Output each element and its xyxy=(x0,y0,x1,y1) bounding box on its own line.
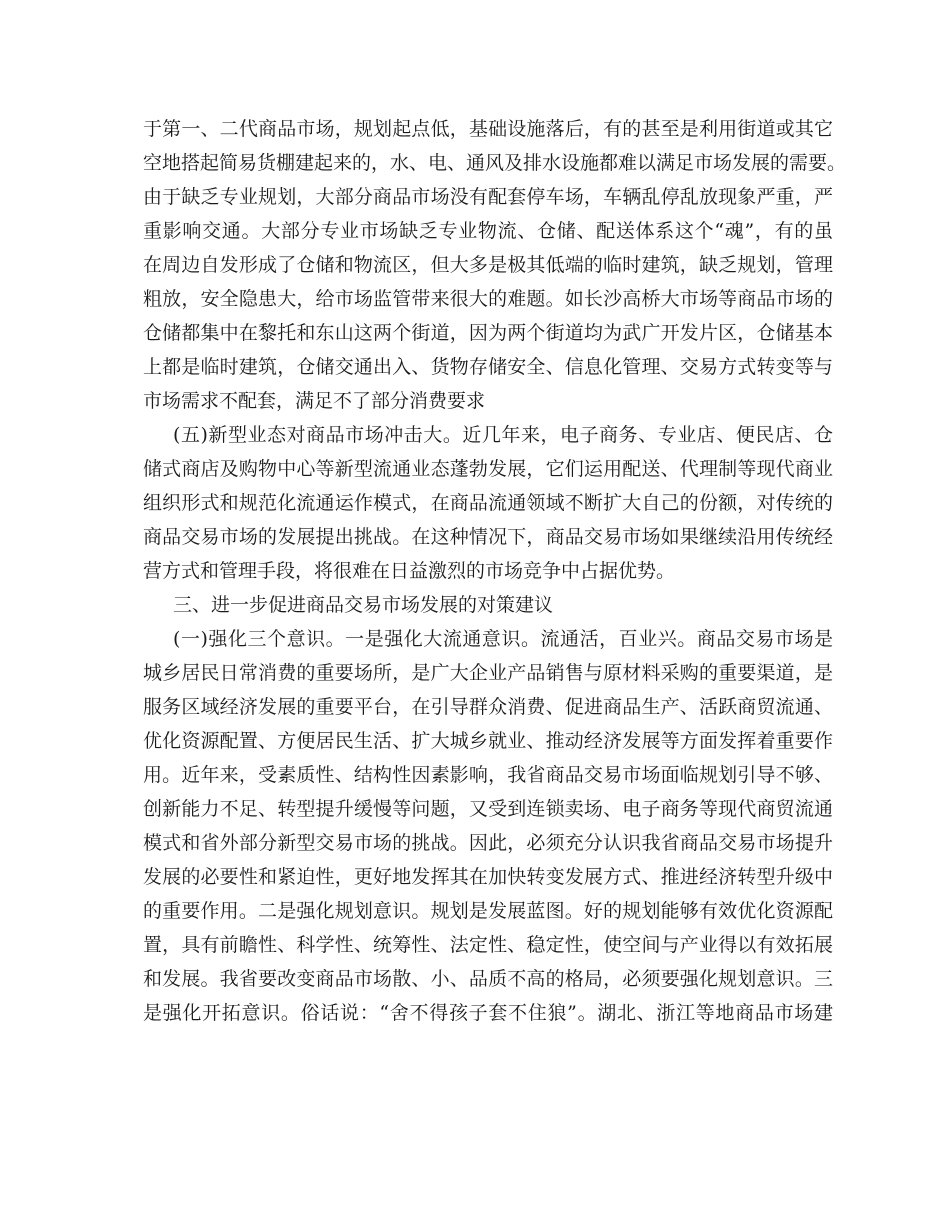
text-line: 上都是临时建筑，仓储交通出入、货物存储安全、信息化管理、交易方式转变等与 xyxy=(143,356,833,378)
text-line: 重影响交通。大部分专业市场缺乏专业物流、仓储、配送体系这个“魂”，有的虽 xyxy=(143,220,833,242)
paragraph-three-awareness xyxy=(143,622,833,1030)
text-line: 在周边自发形成了仓储和物流区，但大多是极其低端的临时建筑，缺乏规划，管理 xyxy=(143,254,833,276)
text-line: 商品交易市场的发展提出挑战。在这种情况下，商品交易市场如果继续沿用传统经 xyxy=(143,526,833,548)
text-line: 置，具有前瞻性、科学性、统筹性、法定性、稳定性，使空间与产业得以有效拓展 xyxy=(143,934,833,956)
text-line: 储式商店及购物中心等新型流通业态蓬勃发展，它们运用配送、代理制等现代商业 xyxy=(143,458,833,480)
text-line: 用。近年来，受素质性、结构性因素影响，我省商品交易市场面临规划引导不够、 xyxy=(143,764,833,786)
text-line: 市场需求不配套，满足不了部分消费要求 xyxy=(143,390,486,412)
section-title: 三、进一步促进商品交易市场发展的对策建议 xyxy=(173,594,554,616)
text-line: 服务区域经济发展的重要平台，在引导群众消费、促进商品生产、活跃商贸流通、 xyxy=(143,696,833,718)
section-heading xyxy=(143,588,833,622)
text-line: 创新能力不足、转型提升缓慢等问题，又受到连锁卖场、电子商务等现代商贸流通 xyxy=(143,798,833,820)
paragraph-new-formats xyxy=(143,418,833,588)
text-line: 于第一、二代商品市场，规划起点低，基础设施落后，有的甚至是利用街道或其它 xyxy=(143,118,833,140)
text-line: 和发展。我省要改变商品市场散、小、品质不高的格局，必须要强化规划意识。三 xyxy=(143,968,833,990)
text-line: (一)强化三个意识。一是强化大流通意识。流通活，百业兴。商品交易市场是 xyxy=(173,628,833,650)
text-line: 城乡居民日常消费的重要场所，是广大企业产品销售与原材料采购的重要渠道，是 xyxy=(143,662,833,684)
text-line: 发展的必要性和紧迫性，更好地发挥其在加快转变发展方式、推进经济转型升级中 xyxy=(143,866,833,888)
text-line: (五)新型业态对商品市场冲击大。近几年来，电子商务、专业店、便民店、仓 xyxy=(173,424,833,446)
text-line: 的重要作用。二是强化规划意识。规划是发展蓝图。好的规划能够有效优化资源配 xyxy=(143,900,833,922)
text-line: 组织形式和规范化流通运作模式，在商品流通领域不断扩大自己的份额，对传统的 xyxy=(143,492,833,514)
text-line: 营方式和管理手段，将很难在日益激烈的市场竞争中占据优势。 xyxy=(143,560,676,582)
paragraph-warehousing xyxy=(143,112,847,418)
text-line: 是强化开拓意识。俗话说：“舍不得孩子套不住狼”。湖北、浙江等地商品市场建 xyxy=(143,1002,833,1024)
text-line: 由于缺乏专业规划，大部分商品市场没有配套停车场，车辆乱停乱放现象严重，严 xyxy=(143,186,833,208)
text-line: 仓储都集中在黎托和东山这两个街道，因为两个街道均为武广开发片区，仓储基本 xyxy=(143,322,833,344)
text-line: 粗放，安全隐患大，给市场监管带来很大的难题。如长沙高桥大市场等商品市场的 xyxy=(143,288,833,310)
text-line: 优化资源配置、方便居民生活、扩大城乡就业、推动经济发展等方面发挥着重要作 xyxy=(143,730,833,752)
text-line: 空地搭起简易货棚建起来的，水、电、通风及排水设施都难以满足市场发展的需要。 xyxy=(143,152,847,174)
text-line: 模式和省外部分新型交易市场的挑战。因此，必须充分认识我省商品交易市场提升 xyxy=(143,832,833,854)
document-body xyxy=(143,112,847,1030)
